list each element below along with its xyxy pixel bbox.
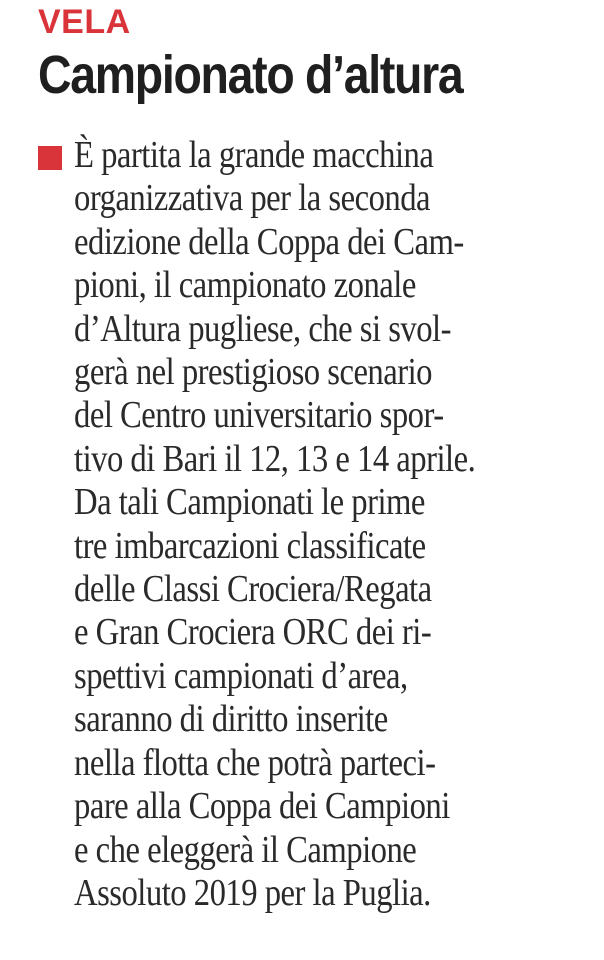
body-line: e Gran Crociera ORC dei ri- — [74, 611, 432, 654]
body-line: organizzativa per la seconda — [74, 177, 431, 220]
body-line: e che eleggerà il Campione — [74, 828, 417, 871]
body-line: del Centro universitario spor- — [74, 394, 444, 437]
section-kicker: VELA — [38, 3, 131, 41]
body-line: pare alla Coppa dei Campioni — [74, 785, 450, 828]
body-line: tre imbarcazioni classificate — [74, 524, 426, 567]
body-line: nella flotta che potrà parteci- — [74, 741, 436, 784]
body-line: Da tali Campionati le prime — [74, 481, 425, 524]
body-line: gerà nel prestigioso scenario — [74, 351, 433, 394]
body-line: saranno di diritto inserite — [74, 698, 388, 741]
body-line: pioni, il campionato zonale — [74, 264, 416, 307]
article-body — [74, 134, 604, 915]
body-line: delle Classi Crociera/Regata — [74, 568, 432, 611]
body-line: Assoluto 2019 per la Puglia. — [74, 871, 431, 914]
body-line: tivo di Bari il 12, 13 e 14 aprile. — [74, 437, 476, 480]
article-headline: Campionato d’altura — [38, 45, 463, 105]
body-line: d’Altura pugliese, che si svol- — [74, 307, 451, 350]
body-line: È partita la grande macchina — [74, 134, 434, 176]
body-line: edizione della Coppa dei Cam- — [74, 220, 464, 263]
body-line: spettivi campionati d’area, — [74, 654, 408, 697]
red-square-bullet-icon — [38, 146, 62, 170]
